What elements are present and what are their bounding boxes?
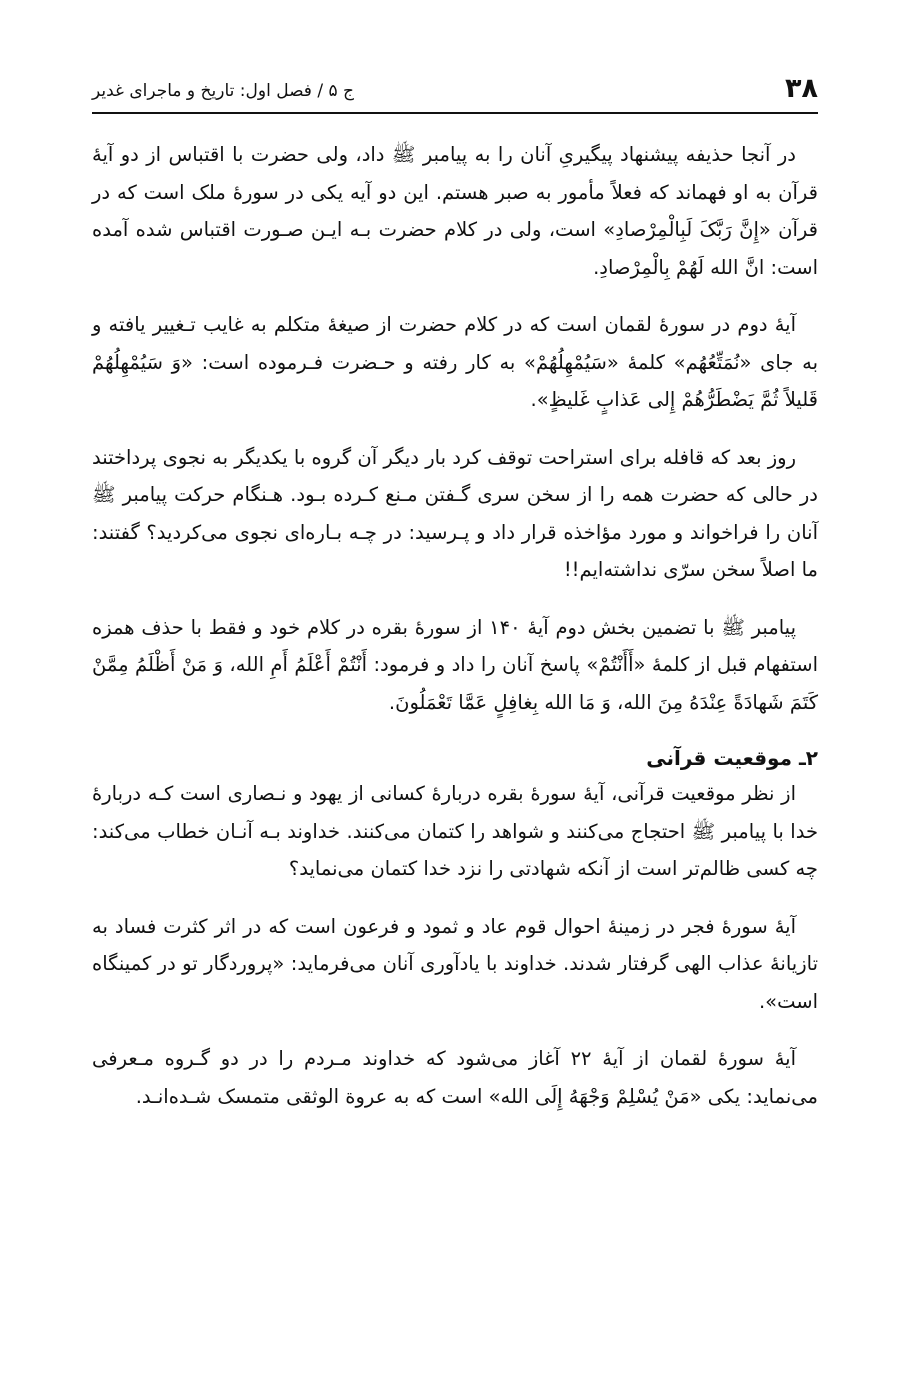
paragraph-prophet-response: پیامبر ﷺ با تضمین بخش دوم آیۀ ۱۴۰ از سورۀ بقره در کلام خود و فقط با حذف همزه استفهام قبل از کلمۀ «أَأَنْتُمْ» پاسخ آنان را داد و فرمود: أَنْتُمْ أَعْلَمُ أَمِ الله، وَ مَنْ أَظْلَمُ مِمَّنْ کَتَمَ شَهادَةً عِنْدَهُ مِنَ الله، وَ مَا الله بِغافِلٍ عَمَّا تَعْمَلُونَ.: [92, 615, 818, 714]
paragraph-second-verse: آیۀ دوم در سورۀ لقمان است که در کلام حضرت از صیغۀ متکلم به غایب تـغییر یافته و به جای «نُمَتِّعُهُم» کلمۀ «سَیُمْهِلُهُمْ» به کار رفته و حـضرت فـرموده است: «وَ سَیُمْهِلُهُمْ قَلیلاً ثُمَّ یَضْطَرُّهُمْ إِلی عَذابٍ غَلیظٍ».: [92, 313, 818, 411]
paragraph-next-day: روز بعد که قافله برای استراحت توقف کرد بار دیگر آن گروه با یکدیگر به نجوی پرداختند در حالی که حضرت همه را از سخن سری گـفتن مـنع کـرده بـود. هـنگام حرکت پیامبر ﷺ آنان را فراخواند و مورد مؤاخذه قرار داد و پـرسید: در چـه بـاره‌ای نجوی می‌کردید؟ گفتند: ما اصلاً سخن سرّی نداشته‌ایم!!: [92, 445, 818, 581]
paragraph-surah-fajr: آیۀ سورۀ فجر در زمینۀ احوال قوم عاد و ثمود و فرعون است که در اثر کثرت فساد به تازیانۀ عذاب الهی گرفتار شدند. خداوند با یادآوری آنان می‌فرماید: «پروردگار تو در کمینگاه است».: [92, 914, 818, 1013]
book-page: [92, 64, 818, 1135]
body-text: [92, 136, 818, 1115]
paragraph-hudhayfa-proposal: در آنجا حذیفه پیشنهاد پیگیریِ آنان را به پیامبر ﷺ داد، ولی حضرت با اقتباس از دو آیۀ قرآن به او فهماند که فعلاً مأمور به صبر هستم. این دو آیه یکی در سورۀ ملک است که در قرآن «إِنَّ رَبَّکَ لَبِالْمِرْصادِ» است، ولی در کلام حضرت بـه ایـن صـورت اقتباس شده آمده است: انَّ الله لَهُمْ بِالْمِرْصادِ.: [92, 143, 818, 279]
page-number: ۳۸: [785, 73, 818, 104]
chapter-title: ج ۵ / فصل اول: تاریخ و ماجرای غدیر: [92, 81, 355, 101]
running-header: [92, 64, 818, 114]
paragraph-quranic-position: از نظر موقعیت قرآنی، آیۀ سورۀ بقره دربارۀ کسانی از یهود و نـصاری است کـه دربارۀ خدا با پیامبر ﷺ احتجاج می‌کنند و شواهد را کتمان می‌کنند. خداوند بـه آنـان خطاب می‌کند: چه کسی ظالم‌تر است از آنکه شهادتی را نزد خدا کتمان می‌نماید؟: [92, 782, 818, 880]
paragraph-surah-luqman: آیۀ سورۀ لقمان از آیۀ ۲۲ آغاز می‌شود که خداوند مـردم را در دو گـروه مـعرفی می‌نماید: یکی «مَنْ یُسْلِمْ وَجْهَهُ إِلَی الله» است که به عروة الوثقی متمسک شـده‌انـد.: [92, 1047, 818, 1108]
section-heading: ۲ـ موقعیت قرآنی: [646, 746, 818, 770]
